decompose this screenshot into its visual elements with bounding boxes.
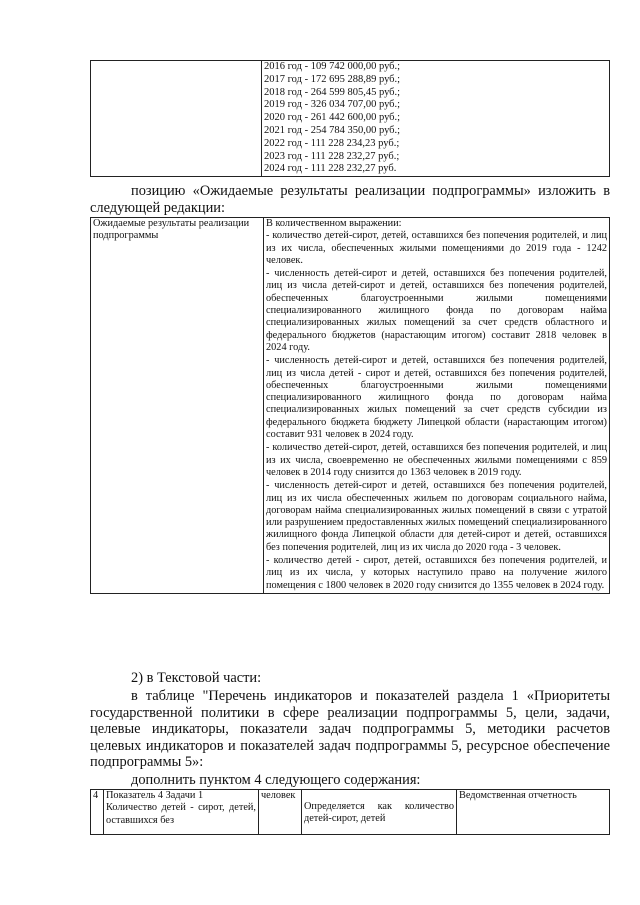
row-number: 4 (91, 790, 104, 835)
paragraph-indicators-table: в таблице "Перечень индикаторов и показателей раздела 1 «Приоритеты государственной политики в сфере реализации подпрограммы 5, цели, задачи, целевые индикаторы, показатели задач подпрограммы 5, методики расчетов целевых индикаторов и показателей задач подпрограммы 5, ресурсное обеспечение подпрограммы 5»: (90, 688, 610, 770)
funding-line: 2018 год - 264 599 805,45 руб.; (264, 86, 401, 98)
results-content-cell (264, 218, 610, 594)
results-table (90, 217, 610, 594)
result-item: - количество детей-сирот, детей, оставшихся без попечения родителей, и лиц из их числа, обеспеченных жилыми помещениями до 2019 года - 1242 человек. (266, 230, 607, 266)
funding-line: 2020 год - 261 442 600,00 руб.; (264, 112, 401, 124)
funding-label-cell (91, 61, 262, 177)
method-text: Определяется как количество детей-сирот, детей (304, 801, 454, 825)
funding-line: 2023 год - 111 228 232,27 руб.; (264, 150, 400, 162)
funding-line: 2024 год - 111 228 232,27 руб. (264, 163, 397, 175)
result-item: - численность детей-сирот и детей, оставшихся без попечения родителей, лиц из числа детей-сирот и детей, оставшихся без попечения родителей, обеспеченных благоустроенными жилыми помещениями специализированного жилищного фонда по договорам найма специализированных жилых помещений за счет средств областного и федерального бюджетов (нарастающим итогом) составит 2818 человек в 2024 году. (266, 268, 607, 353)
results-label-cell: Ожидаемые результаты реализации подпрограммы (91, 218, 264, 594)
result-item: - количество детей-сирот, детей, оставшихся без попечения родителей, и лиц из их числа, своевременно не обеспеченных жилыми помещениями с 859 человек в 2014 году снизится до 1363 человек в 2019 году. (266, 442, 607, 478)
indicator-title: Показатель 4 Задачи 1 (106, 790, 204, 801)
indicators-table (90, 789, 610, 835)
funding-line: 2017 год - 172 695 288,89 руб.; (264, 73, 401, 85)
result-item: - количество детей - сирот, детей, оставшихся без попечения родителей, и лиц из их числа, у которых наступило право на получение жилого помещения с 1800 человек в 2020 году снизится до 1355 человек в 2024 году. (266, 555, 607, 591)
funding-line: 2022 год - 111 228 234,23 руб.; (264, 137, 400, 149)
result-item: - численность детей-сирот и детей, оставшихся без попечения родителей, лиц из их числа обеспеченных жильем по договорам социального найма, договорам найма специализированных жилых помещений в связи с утратой или разрушением предоставленных жилых помещений специализированного жилищного фонда Липецкой области для детей-сирот и детей, оставшихся без попечения родителей, лиц из их числа до 2020 года - 3 человек. (266, 480, 607, 553)
funding-line: 2019 год - 326 034 707,00 руб.; (264, 99, 401, 111)
funding-line: 2021 год - 254 784 350,00 руб.; (264, 124, 401, 136)
unit-cell: человек (259, 790, 302, 835)
results-intro: В количественном выражении: (266, 218, 402, 229)
funding-years-cell (262, 61, 610, 177)
source-cell: Ведомственная отчетность (457, 790, 610, 835)
paragraph-text-part: 2) в Текстовой части: (131, 670, 262, 686)
funding-line: 2016 год - 109 742 000,00 руб.; (264, 61, 401, 72)
result-item: - численность детей-сирот и детей, оставшихся без попечения родителей, лиц из числа детей - сирот и детей, оставшихся без попечения родителей, обеспеченных благоустроенными жилыми помещениями специализированного жилищного фонда по договорам найма специализированных жилых помещений за счет средств субсидии из федерального бюджета бюджету Липецкой области (нарастающим итогом) составит 931 человек в 2024 году. (266, 355, 607, 441)
indicator-description: Количество детей - сирот, детей, оставшихся без (106, 802, 256, 826)
funding-table (90, 60, 610, 177)
indicator-cell (104, 790, 259, 835)
paragraph-add-item: дополнить пунктом 4 следующего содержания: (131, 772, 421, 788)
paragraph-results-intro: позицию «Ожидаемые результаты реализации подпрограммы» изложить в следующей редакции: (90, 183, 610, 216)
method-cell (302, 790, 457, 835)
